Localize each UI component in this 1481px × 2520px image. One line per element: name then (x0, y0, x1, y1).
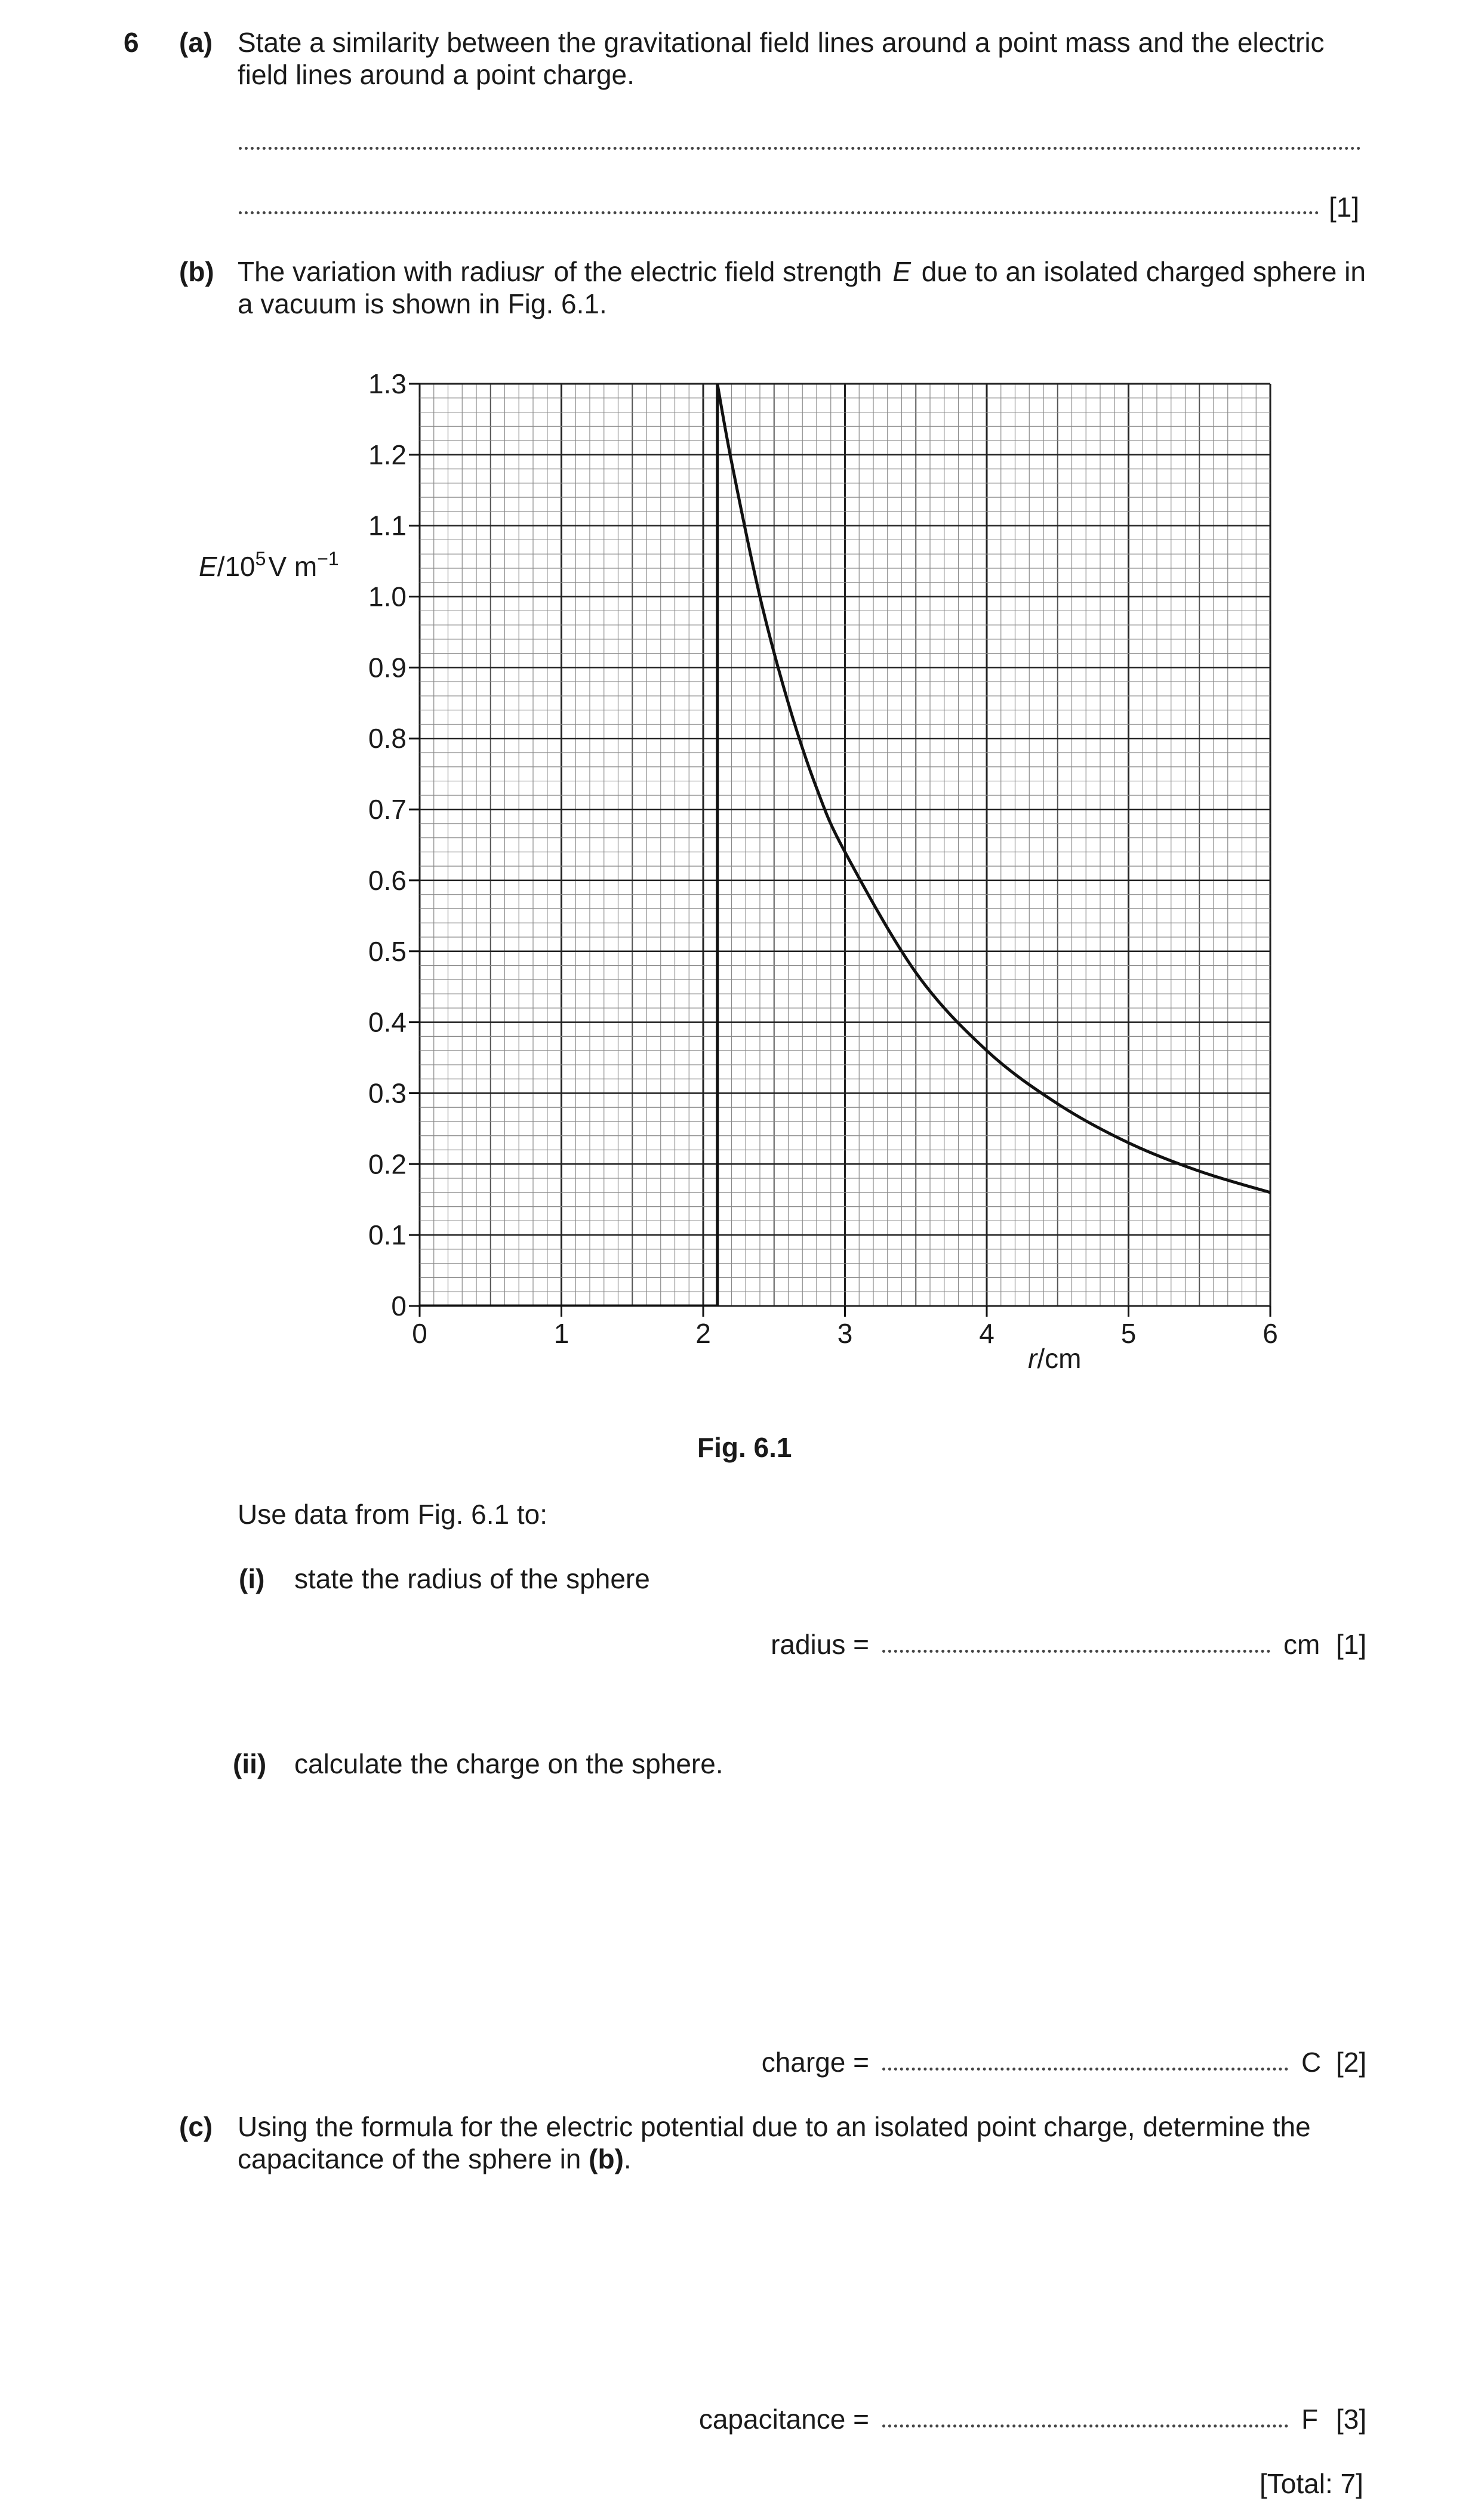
capacitance-answer-line[interactable] (882, 2425, 1288, 2427)
graph-grid (420, 384, 1270, 1306)
y-tick-label: 0.9 (368, 652, 407, 683)
y-tick-label: 1.0 (368, 581, 407, 612)
charge-answer-line[interactable] (882, 2068, 1288, 2071)
x-axis-label: r/cm (1028, 1343, 1082, 1374)
part-c-mark: [3] (1336, 2404, 1367, 2435)
sub-i-text: state the radius of the sphere (294, 1563, 650, 1594)
part-a-text-line2: field lines around a point charge. (238, 59, 635, 90)
part-b-label: (b) (179, 256, 214, 287)
capacitance-unit: F (1301, 2404, 1319, 2435)
sub-i-label: (i) (239, 1563, 265, 1594)
sub-ii-mark: [2] (1336, 2047, 1367, 2078)
part-b-text-line2: a vacuum is shown in Fig. 6.1. (238, 288, 607, 319)
part-c-reference: (b) (589, 2143, 624, 2174)
question-number: 6 (124, 27, 139, 58)
part-b-text-start: The variation with radius (238, 256, 535, 287)
y-tick-label: 0.2 (368, 1148, 407, 1180)
x-tick-label: 0 (412, 1318, 427, 1349)
e-symbol: E (892, 256, 911, 287)
part-c-label: (c) (179, 2111, 213, 2142)
y-tick-label: 0.6 (368, 864, 407, 896)
y-tick-label: 0.7 (368, 794, 407, 825)
figure-caption: Fig. 6.1 (697, 1432, 792, 1463)
y-axis-label: $E/10^5V$ $m^{-1}$ (199, 548, 339, 582)
y-tick-label: 0.5 (368, 935, 407, 967)
radius-answer-line[interactable] (882, 1650, 1270, 1653)
part-b-text-mid: of the electric field strength (553, 256, 882, 287)
use-data-instruction: Use data from Fig. 6.1 to: (238, 1499, 548, 1530)
x-tick-label: 4 (979, 1318, 994, 1349)
part-a-mark: [1] (1329, 192, 1360, 223)
sub-ii-text: calculate the charge on the sphere. (294, 1748, 723, 1779)
r-symbol: r (534, 256, 543, 287)
y-tick-label: 1.2 (368, 439, 407, 470)
sub-i-mark: [1] (1336, 1629, 1367, 1660)
sub-ii-label: (ii) (233, 1748, 267, 1779)
part-c-text-line1: Using the formula for the electric potential due to an isolated point charge, determine the (238, 2111, 1311, 2142)
y-tick-label: 0.3 (368, 1077, 407, 1109)
y-tick-label: 0.8 (368, 723, 407, 754)
part-b-text-end: due to an isolated charged sphere in (921, 256, 1366, 287)
capacitance-answer-label: capacitance = (698, 2404, 869, 2435)
radius-answer-label: radius = (771, 1629, 869, 1660)
y-tick-label: 1.1 (368, 510, 407, 541)
y-tick-label: 1.3 (368, 368, 407, 399)
y-tick-label: 0.1 (368, 1219, 407, 1251)
x-tick-label: 3 (837, 1318, 853, 1349)
x-tick-label: 6 (1263, 1318, 1278, 1349)
part-c-text-line2 (238, 2143, 632, 2175)
part-c-text-start: capacitance of the sphere in (238, 2143, 581, 2174)
part-a-text-line1: State a similarity between the gravitational field lines around a point mass and the electric (238, 27, 1325, 58)
axis-ticks (409, 384, 1270, 1317)
radius-unit: cm (1283, 1629, 1320, 1660)
charge-unit: C (1301, 2047, 1322, 2078)
y-tick-label: 0.4 (368, 1006, 407, 1038)
part-a-label: (a) (179, 27, 213, 58)
y-tick-label: 0 (391, 1290, 407, 1321)
total-marks: [Total: 7] (1260, 2468, 1363, 2499)
charge-answer-label: charge = (761, 2047, 869, 2078)
x-tick-label: 2 (695, 1318, 711, 1349)
x-tick-label: 5 (1120, 1318, 1137, 1349)
x-tick-label: 1 (553, 1318, 569, 1349)
part-c-text-end: . (623, 2143, 632, 2174)
